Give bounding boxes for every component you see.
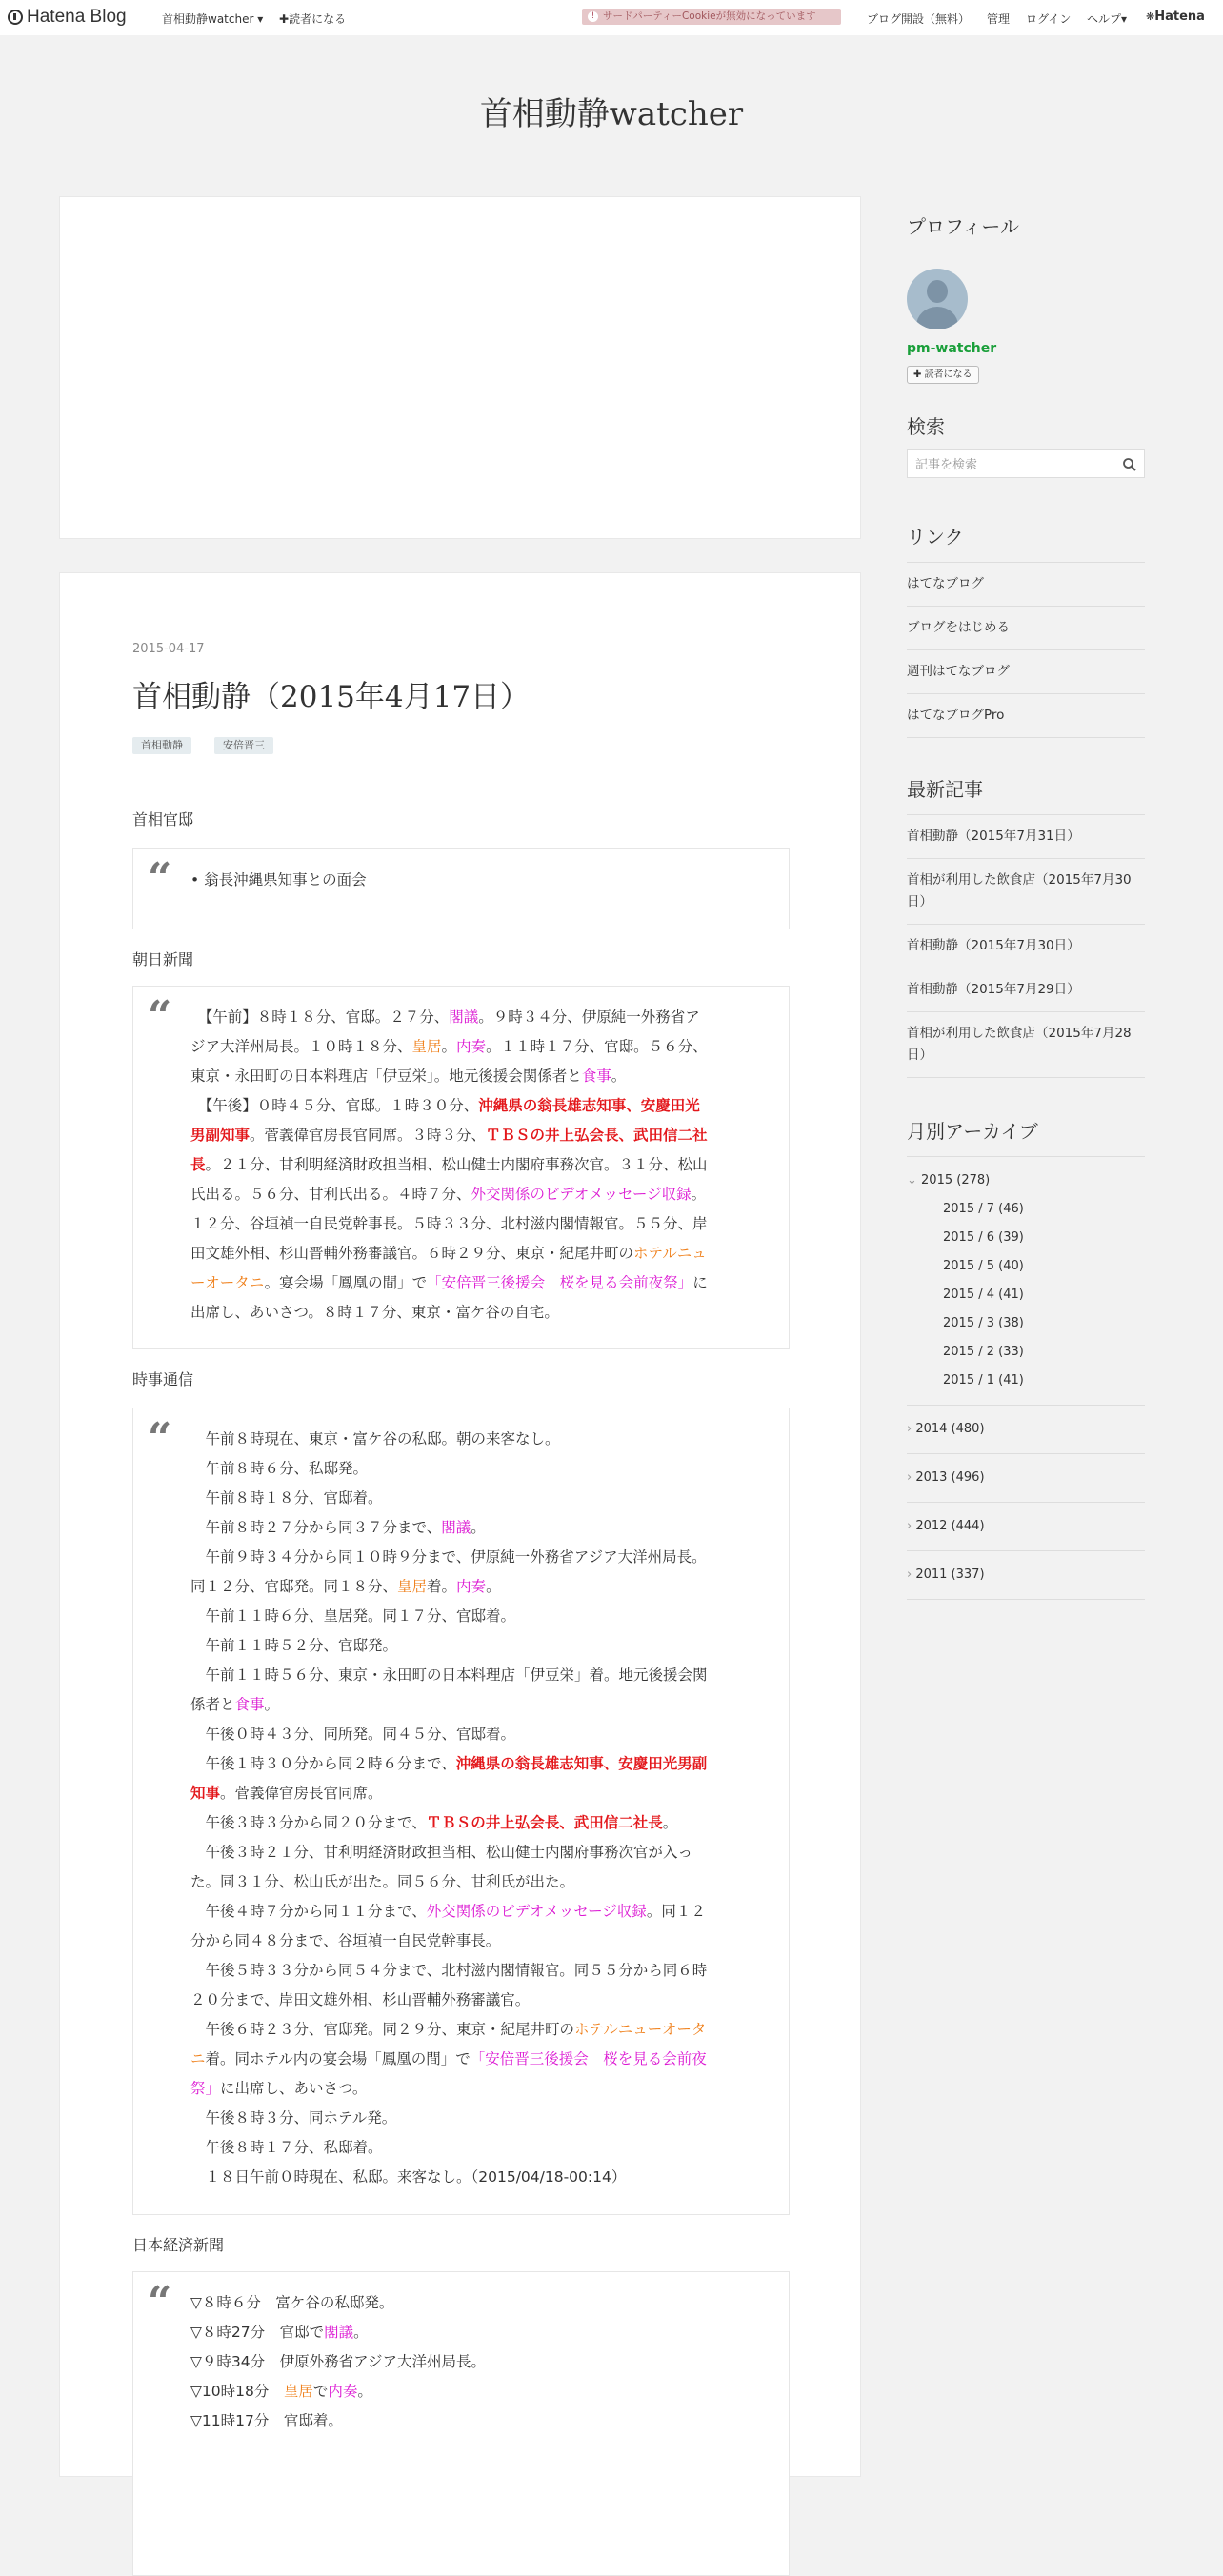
quote-line <box>190 1239 760 1268</box>
quote-icon: “ <box>148 854 172 903</box>
cookie-warning-text: サードパーティーCookieが無効になっています <box>603 10 816 22</box>
quote-text-segment: 翁長沖縄県知事との面会 <box>204 871 367 889</box>
blog-menu-label: 首相動静watcher <box>162 12 254 26</box>
quote-text-segment: 。宴会場「鳳凰の間」で <box>264 1274 428 1291</box>
quote-text <box>190 866 760 895</box>
recent-title: 最新記事 <box>907 778 983 801</box>
recent-entry-link[interactable]: 首相動静（2015年7月30日） <box>907 925 1145 968</box>
links-title: リンク <box>907 526 964 549</box>
entry-date[interactable]: 2015-04-17 <box>132 642 205 656</box>
link-item[interactable]: 週刊はてなブログ <box>907 650 1145 694</box>
quote-line <box>190 2074 760 2104</box>
quote-text-segment: 。９時３４分、伊原純一外務省ア <box>478 1008 700 1026</box>
link-item[interactable]: ブログをはじめる <box>907 607 1145 650</box>
quote-text-segment: 午前１１時５６分、東京・永田町の日本料理店「伊豆栄」着。地元後援会関 <box>190 1667 708 1684</box>
quote-text-segment: 午前１１時５２分、官邸発。 <box>190 1637 398 1654</box>
quote-text-segment: １８日午前０時現在、私邸。来客なし。（2015/04/18-00:14） <box>190 2168 627 2186</box>
subscribe-link[interactable] <box>279 10 346 27</box>
entry-article <box>59 572 861 2477</box>
profile-user-name[interactable]: pm-watcher <box>907 341 997 356</box>
quote-line <box>190 1209 760 1239</box>
highlight-text: 皇居 <box>411 1038 442 1055</box>
blockquote <box>132 2271 790 2576</box>
highlight-text: 閣議 <box>449 1008 479 1026</box>
archive-month-link[interactable]: 2015 / 1 (41) <box>943 1373 1024 1388</box>
quote-text-segment: 午前１１時６分、皇居発。同１７分、官邸着。 <box>190 1608 516 1625</box>
highlight-text: 閣議 <box>441 1519 471 1536</box>
quote-text-segment: 着。同ホテル内の宴会場「鳳凰の間」で <box>205 2050 471 2067</box>
archive-year-label: 2011 (337) <box>915 1568 985 1582</box>
global-header <box>0 0 1223 35</box>
archive-title: 月別アーカイブ <box>907 1120 1038 1143</box>
recent-list <box>907 814 1145 1078</box>
archive-year-2015[interactable] <box>907 1173 990 1188</box>
quote-text-segment: 田文雄外相、杉山晋輔外務審議官。６時２９分、東京・紀尾井町の <box>190 1245 634 1262</box>
quote-text-segment: 【午後】０時４５分、官邸。１時３０分、 <box>190 1097 479 1114</box>
quote-line <box>190 1268 760 1298</box>
quote-text-segment: に出席し、あいさつ。 <box>220 2080 368 2097</box>
quote-line <box>190 2045 760 2074</box>
quote-text-segment: ▽10時18分 <box>190 2383 284 2400</box>
highlight-text: 食事 <box>234 1696 265 1713</box>
quote-text-segment: で <box>312 2383 329 2400</box>
quote-line <box>190 2318 760 2347</box>
quote-line <box>190 1779 760 1808</box>
highlight-text: 祭」 <box>190 2080 221 2097</box>
avatar[interactable] <box>907 269 968 329</box>
quote-text-segment: ２０分まで、岸田文雄外相、杉山晋輔外務審議官。 <box>190 1991 531 2008</box>
highlight-text: 長 <box>190 1156 206 1173</box>
search-form <box>907 449 1145 478</box>
quote-text <box>190 2288 760 2436</box>
highlight-text: ホテルニュ <box>633 1245 707 1262</box>
highlight-text: ホテルニューオータ <box>574 2021 707 2038</box>
quote-line <box>190 1298 760 1328</box>
highlight-text: ニ <box>190 2050 206 2067</box>
quote-text-segment: ▽８時27分 官邸で <box>190 2324 325 2341</box>
highlight-text: ーオータニ <box>190 1274 265 1291</box>
recent-entry-link[interactable]: 首相動静（2015年7月29日） <box>907 968 1145 1012</box>
subscribe-button[interactable] <box>907 366 979 384</box>
quote-line <box>190 1150 760 1180</box>
caret-down-icon: ▾ <box>1121 12 1128 26</box>
quote-text-segment: 午後４時７分から同１１分まで、 <box>190 1903 427 1920</box>
archive-year-label: 2014 (480) <box>915 1422 985 1436</box>
highlight-text: 外交関係のビデオメッセージ収録 <box>426 1903 647 1920</box>
quote-line <box>190 2288 760 2318</box>
archive-year-label: 2012 (444) <box>915 1519 985 1533</box>
quote-line <box>190 2104 760 2133</box>
category-tag[interactable]: 安倍晋三 <box>214 737 273 754</box>
admin-link[interactable]: 管理 <box>987 12 1011 26</box>
ad-area <box>59 196 861 539</box>
help-label: ヘルプ <box>1087 12 1122 26</box>
quote-text-segment: 。菅義偉官房長官同席。 <box>220 1785 383 1802</box>
quote-icon: “ <box>148 992 172 1041</box>
quote-line <box>190 1720 760 1749</box>
recent-entry-link[interactable]: 首相が利用した飲食店（2015年7月28日） <box>907 1012 1145 1078</box>
source-label: 時事通信 <box>132 1370 194 1388</box>
quote-text-segment: 午後８時１７分、私邸着。 <box>190 2139 383 2156</box>
quote-line <box>190 1543 760 1572</box>
bullet-icon: • <box>190 871 205 889</box>
blockquote <box>132 1408 790 2215</box>
archive-month-link[interactable]: 2015 / 3 (38) <box>943 1316 1024 1330</box>
search-title: 検索 <box>907 415 945 438</box>
warning-icon: ! <box>588 11 598 22</box>
hatena-label: Hatena <box>1154 10 1205 24</box>
profile-title: プロフィール <box>907 215 1019 238</box>
hatena-blog-logo[interactable] <box>8 7 127 28</box>
quote-line <box>190 1838 760 1867</box>
highlight-text: 沖縄県の翁長雄志知事、安慶田光 <box>478 1097 700 1114</box>
quote-line <box>190 2163 760 2192</box>
link-item[interactable]: はてなブログPro <box>907 694 1145 738</box>
blog-menu[interactable] <box>162 10 263 27</box>
archive-year-2014[interactable] <box>907 1422 985 1436</box>
highlight-text: 皇居 <box>283 2383 313 2400</box>
quote-line <box>190 1749 760 1779</box>
quote-line <box>190 1180 760 1209</box>
caret-down-icon: ▾ <box>253 12 264 26</box>
quote-text-segment: 。 <box>691 1186 707 1203</box>
quote-text-segment: 出席し、あいさつ。８時１７分、東京・富ケ谷の自宅。 <box>190 1304 559 1321</box>
subscribe-label: 読者になる <box>289 12 347 26</box>
quote-line <box>190 1956 760 1986</box>
cookie-warning[interactable] <box>582 9 841 25</box>
search-module <box>907 411 1145 488</box>
quote-text-segment: 。 <box>611 1068 627 1085</box>
highlight-text: 内奏 <box>328 2383 358 2400</box>
highlight-text: ＴＢＳの井上弘会長、武田信二社 <box>486 1127 708 1144</box>
subscribe-button-label: 読者になる <box>924 369 972 380</box>
plus-icon: ✚ <box>279 12 290 26</box>
chevron-right-icon[interactable]: › <box>907 1422 916 1436</box>
quote-text-segment: 同１２分、官邸発。同１８分、 <box>190 1578 398 1595</box>
archive-year-label: 2015 (278) <box>921 1173 991 1188</box>
archive-month-link[interactable]: 2015 / 5 (40) <box>943 1259 1024 1273</box>
profile-module <box>907 211 1145 380</box>
quote-line <box>190 2015 760 2045</box>
archive-month-link[interactable]: 2015 / 7 (46) <box>943 1202 1024 1216</box>
quote-line <box>190 1091 760 1121</box>
quote-text-segment: 午後３時２１分、甘利明経済財政担当相、松山健士内閣府事務次官が入っ <box>190 1844 693 1861</box>
blockquote <box>132 848 790 929</box>
quote-line <box>190 1690 760 1720</box>
category-tag[interactable]: 首相動静 <box>132 737 191 754</box>
quote-line <box>190 1602 760 1631</box>
quote-text-segment: 。菅義偉官房長官同席。３時３分、 <box>250 1127 487 1144</box>
source-label: 日本経済新聞 <box>132 2236 225 2254</box>
source-label: 首相官邸 <box>132 810 194 829</box>
link-item[interactable]: はてなブログ <box>907 563 1145 607</box>
quote-line <box>190 1808 760 1838</box>
quote-text-segment: 。 <box>357 2383 372 2400</box>
quote-text-segment: １２分、谷垣禎一自民党幹事長。５時３３分、北村滋内閣情報官。５５分、岸 <box>190 1215 708 1232</box>
quote-text-segment: 午前８時２７分から同３７分まで、 <box>190 1519 442 1536</box>
chevron-right-icon[interactable]: › <box>907 1568 916 1582</box>
quote-text-segment: 東京・永田町の日本料理店「伊豆栄」。地元後援会関係者と <box>190 1068 582 1085</box>
quote-line <box>190 2377 760 2406</box>
highlight-text: 「安倍晋三後援会 桜を見る会前夜 <box>470 2050 707 2067</box>
quote-text-segment: た。同３１分、松山氏が出た。同５６分、甘利氏が出た。 <box>190 1873 575 1890</box>
search-input[interactable] <box>913 455 1108 474</box>
quote-line <box>190 1986 760 2015</box>
hatena-mark-icon: ❋ <box>1146 10 1155 23</box>
highlight-text: 閣議 <box>324 2324 354 2341</box>
hatena-link[interactable] <box>1146 10 1205 24</box>
highlight-text: 沖縄県の翁長雄志知事、安慶田光男副 <box>455 1755 708 1772</box>
quote-text-segment: 午前８時６分、私邸発。 <box>190 1460 369 1477</box>
archive-year-2013[interactable] <box>907 1470 985 1485</box>
highlight-text: 皇居 <box>397 1578 428 1595</box>
quote-text-segment: 。 <box>662 1814 678 1831</box>
archive-month-link[interactable]: 2015 / 2 (33) <box>943 1345 1024 1359</box>
quote-icon: “ <box>148 2278 172 2326</box>
entry-title[interactable]: 首相動静（2015年4月17日） <box>132 680 531 714</box>
quote-text-segment: 。２１分、甘利明経済財政担当相、松山健士内閣府事務次官。３１分、松山 <box>205 1156 708 1173</box>
create-blog-link[interactable]: ブログ開設（無料） <box>867 12 971 26</box>
highlight-text: 食事 <box>581 1068 612 1085</box>
quote-line <box>190 866 760 895</box>
quote-line <box>190 2133 760 2163</box>
quote-text-segment: 午前８時１８分、官邸着。 <box>190 1489 383 1507</box>
chevron-down-icon[interactable]: ⌄ <box>907 1173 922 1188</box>
blockquote <box>132 986 790 1349</box>
quote-text-segment: ▽９時34分 伊原外務省アジア大洋州局長。 <box>190 2353 487 2370</box>
quote-text-segment: 午前９時３４分から同１０時９分まで、伊原純一外務省アジア大洋州局長。 <box>190 1548 707 1566</box>
archive-month-link[interactable]: 2015 / 4 (41) <box>943 1288 1024 1302</box>
quote-text-segment: 午前８時現在、東京・富ケ谷の私邸。朝の来客なし。 <box>190 1430 560 1448</box>
quote-text-segment: ▽８時６分 富ケ谷の私邸発。 <box>190 2294 394 2311</box>
quote-text-segment: 係者と <box>190 1696 235 1713</box>
chevron-right-icon[interactable]: › <box>907 1470 916 1485</box>
quote-text-segment: 午後５時３３分から同５４分まで、北村滋内閣情報官。同５５分から同６時 <box>190 1962 708 1979</box>
quote-line <box>190 1454 760 1484</box>
quote-text-segment: 着。 <box>427 1578 457 1595</box>
quote-line <box>190 1032 760 1062</box>
hatena-logo-icon <box>8 10 23 25</box>
search-icon[interactable] <box>1122 457 1137 472</box>
highlight-text: 内奏 <box>456 1038 487 1055</box>
quote-text-segment: 。 <box>264 1696 280 1713</box>
quote-line <box>190 2347 760 2377</box>
quote-text-segment: 。 <box>486 1578 501 1595</box>
recent-entry-link[interactable]: 首相動静（2015年7月31日） <box>907 815 1145 859</box>
highlight-text: 男副知事 <box>190 1127 251 1144</box>
archive-month-link[interactable]: 2015 / 6 (39) <box>943 1230 1024 1245</box>
logo-text: Hatena Blog <box>27 7 127 27</box>
source-label: 朝日新聞 <box>132 950 194 968</box>
quote-text-segment: ▽11時17分 官邸着。 <box>190 2412 343 2429</box>
quote-line <box>190 1062 760 1091</box>
quote-line <box>190 1121 760 1150</box>
archive-year-2011[interactable] <box>907 1568 985 1582</box>
highlight-text: 知事 <box>190 1785 221 1802</box>
recent-entries-module <box>907 774 1145 1088</box>
quote-text-segment: 。１１時１７分、官邸。５６分、 <box>486 1038 708 1055</box>
quote-line <box>190 1661 760 1690</box>
quote-line <box>190 1513 760 1543</box>
links-list <box>907 562 1145 738</box>
highlight-text: 外交関係のビデオメッセージ収録 <box>471 1186 692 1203</box>
plus-icon: ✚ <box>913 369 925 380</box>
quote-text-segment: 午後３時３分から同２０分まで、 <box>190 1814 427 1831</box>
quote-line <box>190 1897 760 1927</box>
quote-line <box>190 1867 760 1897</box>
quote-text-segment: 分から同４８分まで、谷垣禎一自民党幹事長。 <box>190 1932 501 1949</box>
quote-text <box>190 1425 760 2192</box>
quote-text-segment: 午後８時３分、同ホテル発。 <box>190 2109 397 2127</box>
quote-text-segment: 。 <box>471 1519 486 1536</box>
archive-year-2012[interactable] <box>907 1519 985 1533</box>
links-module <box>907 522 1145 741</box>
login-link[interactable]: ログイン <box>1026 12 1072 26</box>
quote-line <box>190 1927 760 1956</box>
recent-entry-link[interactable]: 首相が利用した飲食店（2015年7月30日） <box>907 859 1145 925</box>
archive-year-label: 2013 (496) <box>915 1470 985 1485</box>
quote-line <box>190 1572 760 1602</box>
quote-icon: “ <box>148 1414 172 1463</box>
highlight-text: 内奏 <box>456 1578 487 1595</box>
quote-text-segment: 。 <box>353 2324 369 2341</box>
chevron-right-icon[interactable]: › <box>907 1519 916 1533</box>
quote-text-segment: 午後６時２３分、官邸発。同２９分、東京・紀尾井町の <box>190 2021 575 2038</box>
quote-text-segment: 氏出る。５６分、甘利氏出る。４時７分、 <box>190 1186 471 1203</box>
quote-line <box>190 1484 760 1513</box>
quote-text-segment: に <box>692 1274 708 1291</box>
quote-text-segment: 午後１時３０分から同２時６分まで、 <box>190 1755 456 1772</box>
quote-text-segment: 午後０時４３分、同所発。同４５分、官邸着。 <box>190 1726 516 1743</box>
quote-text-segment: 【午前】８時１８分、官邸。２７分、 <box>190 1008 450 1026</box>
quote-text-segment: 。 <box>441 1038 457 1055</box>
quote-line <box>190 2406 760 2436</box>
quote-text <box>190 1003 760 1328</box>
quote-line <box>190 1425 760 1454</box>
quote-line <box>190 1003 760 1032</box>
highlight-text: ＴＢＳの井上弘会長、武田信二社長 <box>426 1814 663 1831</box>
blog-title[interactable]: 首相動静watcher <box>479 95 744 133</box>
highlight-text: 「安倍晋三後援会 桜を見る会前夜祭」 <box>427 1274 693 1291</box>
quote-text-segment: 。同１２ <box>646 1903 706 1920</box>
archive-module <box>907 1116 1145 1611</box>
help-menu[interactable] <box>1087 10 1127 27</box>
quote-text-segment: ジア大洋州局長。１０時１８分、 <box>190 1038 412 1055</box>
quote-line <box>190 1631 760 1661</box>
